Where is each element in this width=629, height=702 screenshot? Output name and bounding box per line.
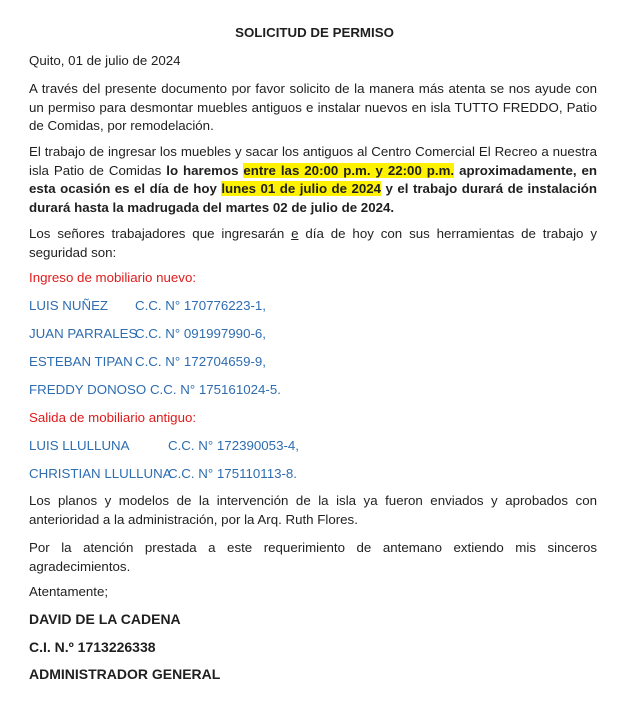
intro-paragraph: A través del presente documento por favor solicito de la manera más atenta se nos ayude con un permiso para desmontar muebles antiguos e instalar nuevos en isla TUTTO FREDDO, Patio de Comidas, por remodelación. [29,81,597,133]
workers-paragraph [29,225,597,262]
worker-name: JUAN PARRALES [29,326,138,341]
worker-id: C.C. N° 170776223-1, [135,298,266,313]
ingreso-worker-row [29,353,266,371]
salida-worker-row [29,437,299,455]
schedule-paragraph [29,143,597,217]
worker-name: CHRISTIAN LLULLUNA [29,466,172,481]
workers-text-c: día de hoy con sus herramientas de trabajo y seguridad son: [29,226,597,260]
worker-id: C.C. N° 172704659-9, [135,354,266,369]
worker-name: LUIS NUÑEZ [29,298,109,313]
worker-id: C.C. N° 172390053-4, [168,438,299,453]
schedule-text-f: y el trabajo durará de instalación durará hasta la madrugada del martes 02 de julio de 2024. [29,181,598,215]
ingreso-heading: Ingreso de mobiliario nuevo: [29,270,197,285]
worker-id: C.C. N° 175110113-8. [168,466,298,481]
date-line: Quito, 01 de julio de 2024 [29,53,181,68]
salida-heading: Salida de mobiliario antiguo: [29,410,197,425]
schedule-text-a: El trabajo de ingresar los muebles y sacar los antiguos al Centro Comercial El Recreo a nuestra isla Patio de Comidas [29,144,597,178]
worker-id: C.C. N° 175161024-5. [149,382,281,397]
worker-id: C.C. N° 091997990-6, [135,326,266,341]
document-title: SOLICITUD DE PERMISO [235,25,394,40]
worker-name: LUIS LLULLUNA [29,438,130,453]
salida-worker-row [29,465,297,483]
ingreso-worker-row [29,325,266,343]
closing: Atentamente; [29,584,109,599]
workers-text-a: Los señores trabajadores que ingresarán [29,226,292,241]
signer-role: ADMINISTRADOR GENERAL [29,666,221,682]
plans-paragraph: Los planos y modelos de la intervención de la isla ya fueron enviados y aprobados con anterioridad a la administración, por la Arq. Ruth Flores. [29,493,597,527]
ingreso-worker-row [29,297,266,315]
thanks-paragraph: Por la atención prestada a este requerimiento de antemano extiendo mis sinceros agradecimientos. [29,540,597,574]
schedule-text-b: lo haremos [166,162,244,178]
worker-name: FREDDY DONOSO [29,382,147,397]
worker-name: ESTEBAN TIPAN [29,354,133,369]
workers-text-b: e [291,226,299,241]
signer-name: DAVID DE LA CADENA [29,611,181,627]
schedule-time-highlight: entre las 20:00 p.m. y 22:00 p.m. [243,162,455,178]
ingreso-worker-row [29,381,281,399]
schedule-date-highlight: lunes 01 de julio de 2024 [221,181,382,196]
signer-id: C.I. N.º 1713226338 [29,639,156,655]
schedule-text-d: aproximadamente, en esta ocasión es el día de hoy [29,162,598,196]
